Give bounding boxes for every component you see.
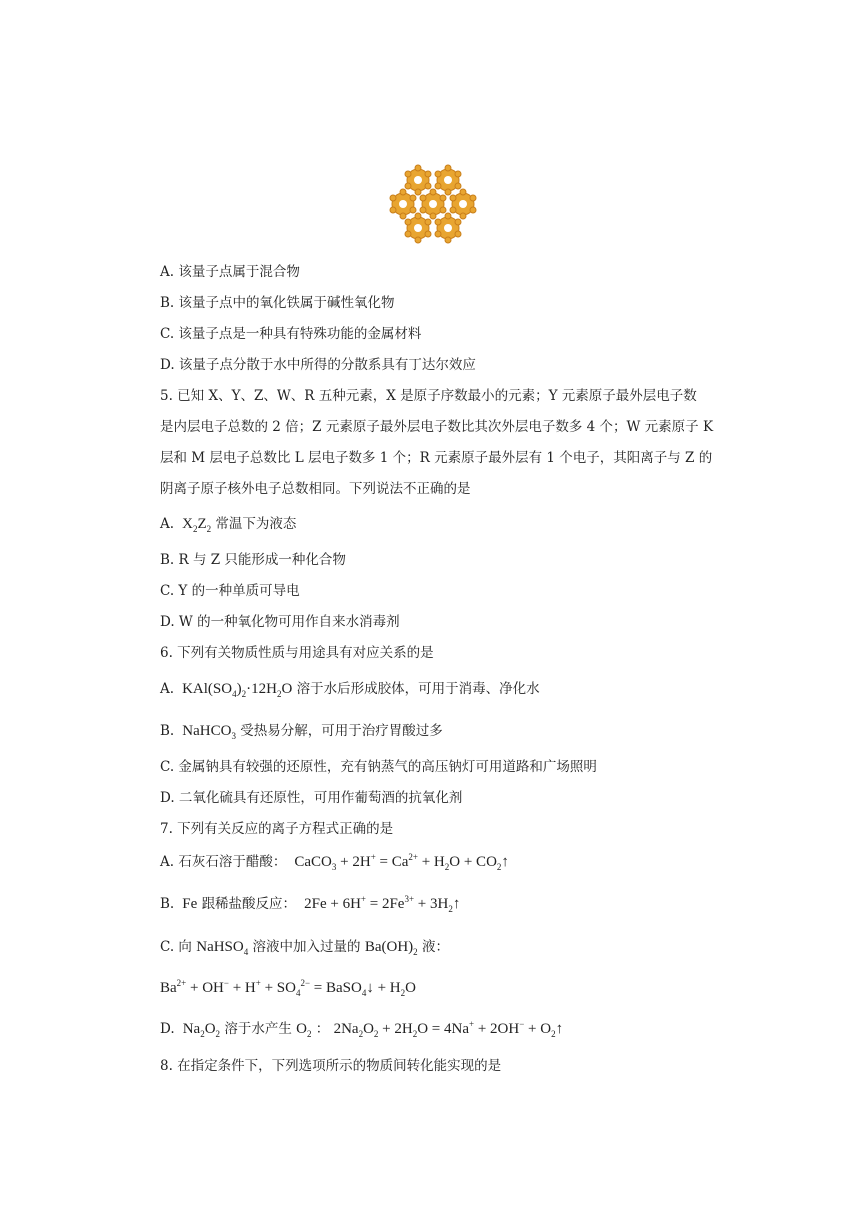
formula-na2o2: $Na_2O_2$ [178,1021,221,1039]
q5-stem-line-2: 是内层电子总数的 2 倍；Z 元素原子最外层电子数比其次外层电子数多 4 个；W 元素原子 K [160,419,714,435]
q6-option-c: C. 金属钠具有较强的还原性，充有钠蒸气的高压钠灯可用道路和广场照明 [160,759,597,775]
q6-option-b: B. NaHCO$_3$ 受热易分解，可用于治疗胃酸过多 [160,723,443,741]
q7-option-c: C. 向 NaHSO$_4$ 溶液中加入过量的 $Ba(OH)_2$ 液： [160,939,449,957]
q4-option-a: A. 该量子点属于混合物 [160,264,300,280]
formula-nahso4: NaHSO$_4$ [196,939,249,957]
q5-option-c: C. Y 的一种单质可导电 [160,583,300,599]
formula-o2: $O_2$ [296,1021,312,1039]
q5-stem-line-4: 阴离子原子核外电子总数相同。下列说法不正确的是 [160,481,471,497]
q5-option-a: A. $X_2Z_2$ 常温下为液态 [160,516,297,534]
formula-alum: $KAl(SO_4)_2\cdot 12H_2O$ [178,681,293,699]
q6-option-d: D. 二氧化硫具有还原性，可用作葡萄酒的抗氧化剂 [160,790,463,806]
q6-stem: 6. 下列有关物质性质与用途具有对应关系的是 [160,645,434,661]
equation-caco3-acetic: CaCO$_3$ + $2H^+ = Ca^{2+} + H_2O$ + $CO_2↑$ [290,852,509,872]
quantum-dot-cluster-icon [388,158,478,248]
q7-stem: 7. 下列有关反应的离子方程式正确的是 [160,821,394,837]
q4-option-c: C. 该量子点是一种具有特殊功能的金属材料 [160,326,422,342]
formula-baoh2: $Ba(OH)_2$ [364,939,418,957]
equation-fe-hcl: $2Fe + 6H^+ = 2Fe^{3+}$ + $3H_2↑$ [300,894,461,914]
q7-option-a: A. 石灰石溶于醋酸： CaCO$_3$ + $2H^+ = Ca^{2+} + H_2O$ + $CO_2↑$ [160,852,509,872]
q5-option-b: B. R 与 Z 只能形成一种化合物 [160,552,346,568]
q5-stem-line-3: 层和 M 层电子总数比 L 层电子数多 1 个；R 元素原子最外层有 1 个电子，其阳离子与 Z 的 [160,450,713,466]
q7-option-b: B. Fe 跟稀盐酸反应： $2Fe + 6H^+ = 2Fe^{3+}$ + $3H_2↑$ [160,894,461,914]
q5-option-d: D. W 的一种氧化物可用作自来水消毒剂 [160,614,400,630]
q4-option-b: B. 该量子点中的氧化铁属于碱性氧化物 [160,295,395,311]
q5-stem-line-1: 5. 已知 X、Y、Z、W、R 五种元素，X 是原子序数最小的元素；Y 元素原子最外层电子数 [160,388,697,404]
q8-stem: 8. 在指定条件下，下列选项所示的物质间转化能实现的是 [160,1058,502,1074]
formula-nahco3: NaHCO$_3$ [178,723,236,741]
q4-option-d: D. 该量子点分散于水中所得的分散系具有丁达尔效应 [160,357,476,373]
q7-option-c-equation [160,979,720,997]
equation-ba-so4: $Ba^{2+} + OH^- + H^+ + SO_4^{2-}$ = BaSO$_4$↓ + $H_2O$ [160,978,416,998]
equation-na2o2-water: $2Na_2O_2 + 2H_2O = 4Na^+ + 2OH^-$ + $O_2↑$ [333,1019,564,1039]
q7-option-d: D. $Na_2O_2$ 溶于水产生 $O_2$ ： $2Na_2O_2 + 2H_2O = 4Na^+ + 2OH^-$ + $O_2↑$ [160,1019,564,1039]
formula-x2z2: $X_2Z_2$ [178,516,212,534]
q6-option-a: A. $KAl(SO_4)_2\cdot 12H_2O$ 溶于水后形成胶体，可用于消毒、净化水 [160,681,540,699]
formula-fe: Fe [178,896,198,912]
